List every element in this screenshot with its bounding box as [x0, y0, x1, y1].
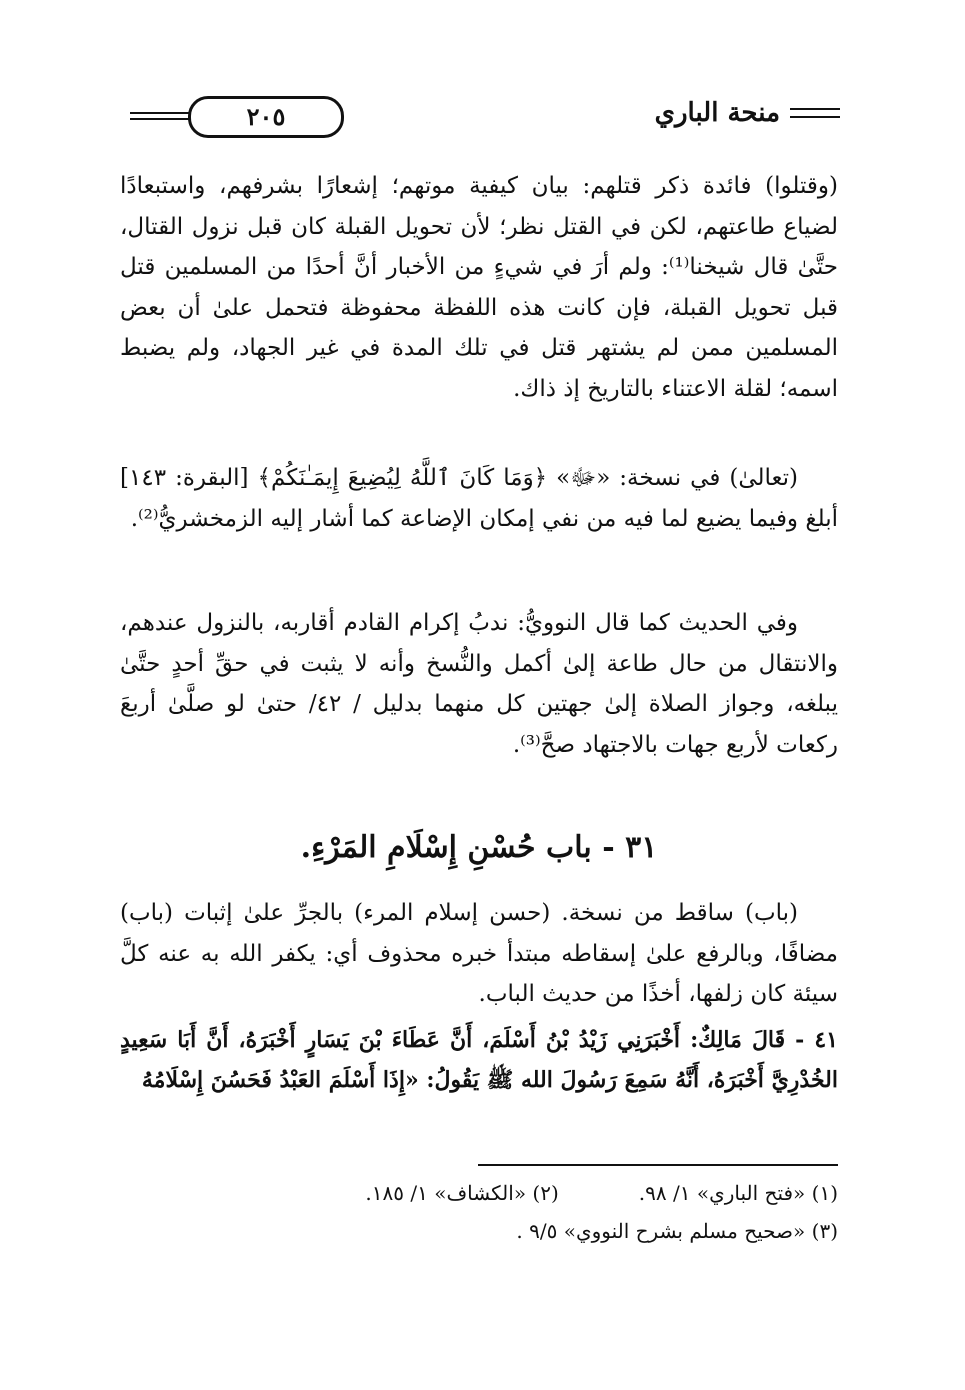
footnote-separator [478, 1164, 838, 1166]
paragraph-4: (باب) ساقط من نسخة. (حسن إسلام المرء) بالجرِّ علىٰ إثبات (باب) مضافًا، وبالرفع علىٰ إسقاطه مبتدأ خبره محذوف أي: يكفر الله به عنه كلَّ سيئة كان زلفها، أخذًا من حديث الباب. [120, 900, 838, 1007]
paragraph-2: (تعالىٰ) في نسخة: «ﷻ» ﴿وَمَا كَانَ ٱللَّهُ لِيُضِيعَ إِيمَـٰنَكُمْ﴾ [البقرة: ١٤٣] أبلغ وفيما يضيع لما فيه من نفي إمكان الإضاعة كما أشار إليه الزمخشريُّ⁽²⁾. [120, 465, 838, 532]
footnote-2: (٢) «الكشاف» ١/ ١٨٥. [365, 1181, 559, 1205]
section-heading: ٣١ - باب حُسْنِ إِسْلَامِ المَرْءِ. [300, 830, 658, 865]
page-header [120, 92, 840, 142]
running-title: منحة الباري [654, 98, 780, 128]
page-number: ٢٠٥ [246, 102, 286, 131]
header-rule-left-2 [130, 118, 190, 120]
footnote-1: (١) «فتح الباري» ١/ ٩٨. [638, 1181, 838, 1205]
footnotes [120, 1174, 838, 1250]
paragraph-3: وفي الحديث كما قال النوويُّ: ندبُ إكرام القادم أقاربه، بالنزول عندهم، والانتقال من حال طاعة إلىٰ أكمل والنُّسخ وأنه لا يثبت في حقِّ أحدٍ حتَّىٰ يبلغه، وجواز الصلاة إلىٰ جهتين كل منهما بدليل / ٤٢/ حتىٰ لو صلَّىٰ أربعَ ركعات لأربع جهات بالاجتهاد صحَّ⁽³⁾. [120, 610, 839, 758]
footnote-3: (٣) «صحيح مسلم بشرح النووي» ٩/٥ . [516, 1219, 838, 1243]
hadith-text: ٤١ - قَالَ مَالِكٌ: أَخْبَرَنِي زَيْدُ بْنُ أَسْلَمَ، أَنَّ عَطَاءَ بْنَ يَسَارٍ أَخْبَرَهُ، أَنَّ أَبَا سَعِيدٍ الخُدْرِيَّ أَخْبَرَهُ، أَنَّهُ سَمِعَ رَسُولَ الله ﷺ يَقُولُ: «إِذَا أَسْلَمَ العَبْدُ فَحَسُنَ إِسْلَامُهُ [120, 1027, 838, 1093]
header-rule-right [790, 108, 840, 110]
footnote-row-1 [120, 1174, 838, 1212]
paragraph-1: (وقتلوا) فائدة ذكر قتلهم: بيان كيفية موتهم؛ إشعارًا بشرفهم، واستبعادًا لضياع طاعتهم، لكن في القتل نظر؛ لأن تحويل القبلة كان قبل نزول القتال، حتَّىٰ قال شيخنا⁽¹⁾: ولم أرَ في شيءٍ من الأخبار أنَّ أحدًا من المسلمين قتل قبل تحويل القبلة، فإن كانت هذه اللفظة محفوظة فتحمل علىٰ أن بعض المسلمين ممن لم يشتهر قتل في تلك المدة في غير الجهاد، ولم يضبط اسمه؛ لقلة الاعتناء بالتاريخ إذ ذاك. [120, 173, 839, 402]
header-rule-right-2 [790, 116, 840, 118]
header-rule-left [130, 112, 190, 114]
footnote-row-2 [120, 1212, 838, 1250]
page-number-badge [188, 96, 344, 138]
